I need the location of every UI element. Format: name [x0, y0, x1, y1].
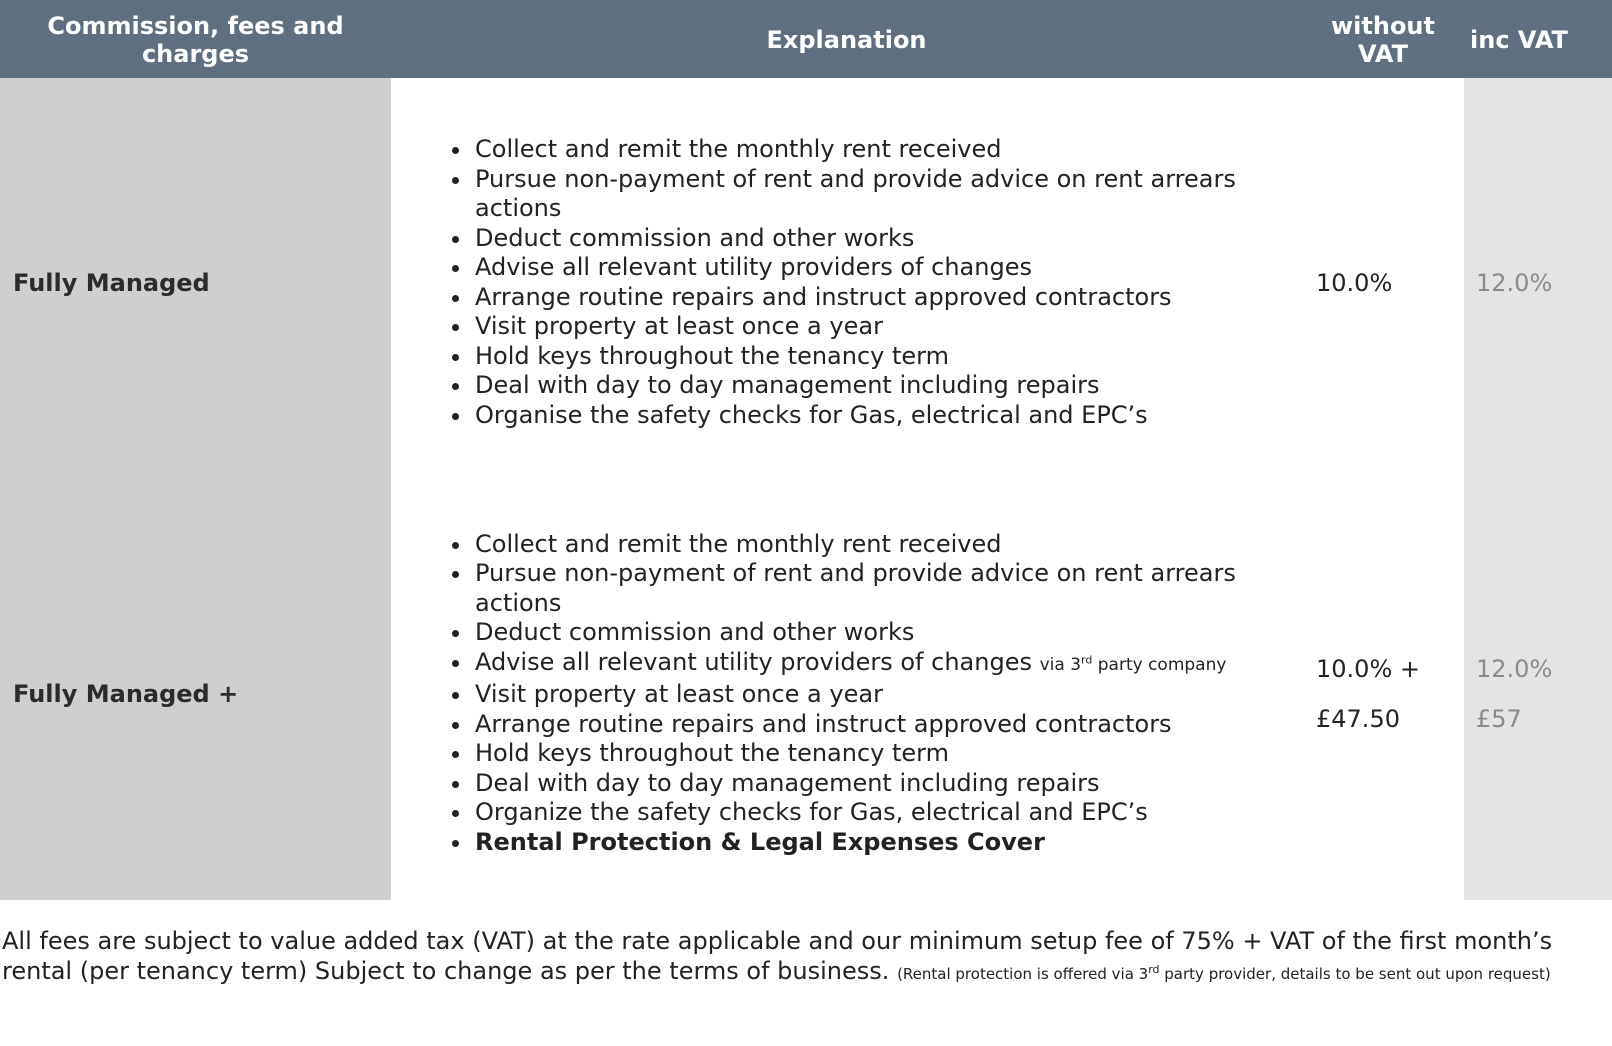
utility-note-sup: rd [1081, 653, 1093, 667]
list-item: • Organize the safety checks for Gas, electrical and EPC’s [473, 798, 1302, 828]
table-row-fully-managed [0, 78, 1612, 488]
fine-suffix: party provider, details to be sent out upon request) [1159, 965, 1551, 983]
list-item: • Hold keys throughout the tenancy term [473, 739, 1302, 769]
footer-note [2, 926, 1610, 989]
footer-fine-print [897, 965, 1551, 983]
row-name: Fully Managed + [0, 488, 391, 900]
table-row-fully-managed-plus [0, 488, 1612, 900]
explanation-cell [391, 78, 1302, 488]
utility-note-prefix: via 3 [1039, 654, 1082, 675]
price-percent: 10.0% + [1316, 654, 1420, 683]
list-item: • Collect and remit the monthly rent received [473, 530, 1302, 560]
list-item: • Visit property at least once a year [473, 312, 1302, 342]
price-inc-vat: 12.0% [1464, 78, 1612, 488]
list-item: • Collect and remit the monthly rent received [473, 135, 1302, 165]
utility-note-suffix: party company [1092, 654, 1227, 675]
header-commission: Commission, fees and charges [0, 2, 391, 78]
price-amount: £47.50 [1316, 704, 1400, 733]
fine-prefix: (Rental protection is offered via 3 [897, 965, 1149, 983]
list-item: • Deduct commission and other works [473, 224, 1302, 254]
header-explanation: Explanation [391, 2, 1302, 78]
price-percent: 12.0% [1476, 654, 1553, 683]
header-without-vat: without VAT [1302, 2, 1464, 78]
fine-sup: rd [1148, 963, 1160, 976]
list-item: • Deduct commission and other works [473, 618, 1302, 648]
utility-item-text: Advise all relevant utility providers of changes [475, 647, 1032, 676]
list-item [473, 648, 1302, 681]
price-without-vat [1302, 488, 1464, 900]
service-list [409, 135, 1302, 430]
explanation-cell [391, 488, 1302, 900]
table-header-row [0, 2, 1612, 78]
list-item: • Arrange routine repairs and instruct approved contractors [473, 710, 1302, 740]
price-inc-vat [1464, 488, 1612, 900]
price-without-vat: 10.0% [1302, 78, 1464, 488]
header-inc-vat: inc VAT [1464, 2, 1612, 78]
list-item: • Deal with day to day management including repairs [473, 769, 1302, 799]
list-item: • Advise all relevant utility providers of changes [473, 253, 1302, 283]
list-item: • Hold keys throughout the tenancy term [473, 342, 1302, 372]
list-item: • Pursue non-payment of rent and provide advice on rent arrears actions [473, 559, 1302, 618]
service-list [409, 530, 1302, 858]
row-name: Fully Managed [0, 78, 391, 488]
list-item-rental-protection: • Rental Protection & Legal Expenses Cover [473, 828, 1302, 858]
list-item: • Arrange routine repairs and instruct approved contractors [473, 283, 1302, 313]
footer-main-text: All fees are subject to value added tax (VAT) at the rate applicable and our minimum setup fee of 75% + VAT of the first month’s rental (per tenancy term) Subject to change as per the terms of business. [2, 927, 1553, 985]
list-item: • Organise the safety checks for Gas, electrical and EPC’s [473, 401, 1302, 431]
price-amount: £57 [1476, 704, 1522, 733]
list-item: • Visit property at least once a year [473, 680, 1302, 710]
utility-note [1040, 655, 1227, 675]
list-item: • Pursue non-payment of rent and provide advice on rent arrears actions [473, 165, 1302, 224]
list-item: • Deal with day to day management including repairs [473, 371, 1302, 401]
